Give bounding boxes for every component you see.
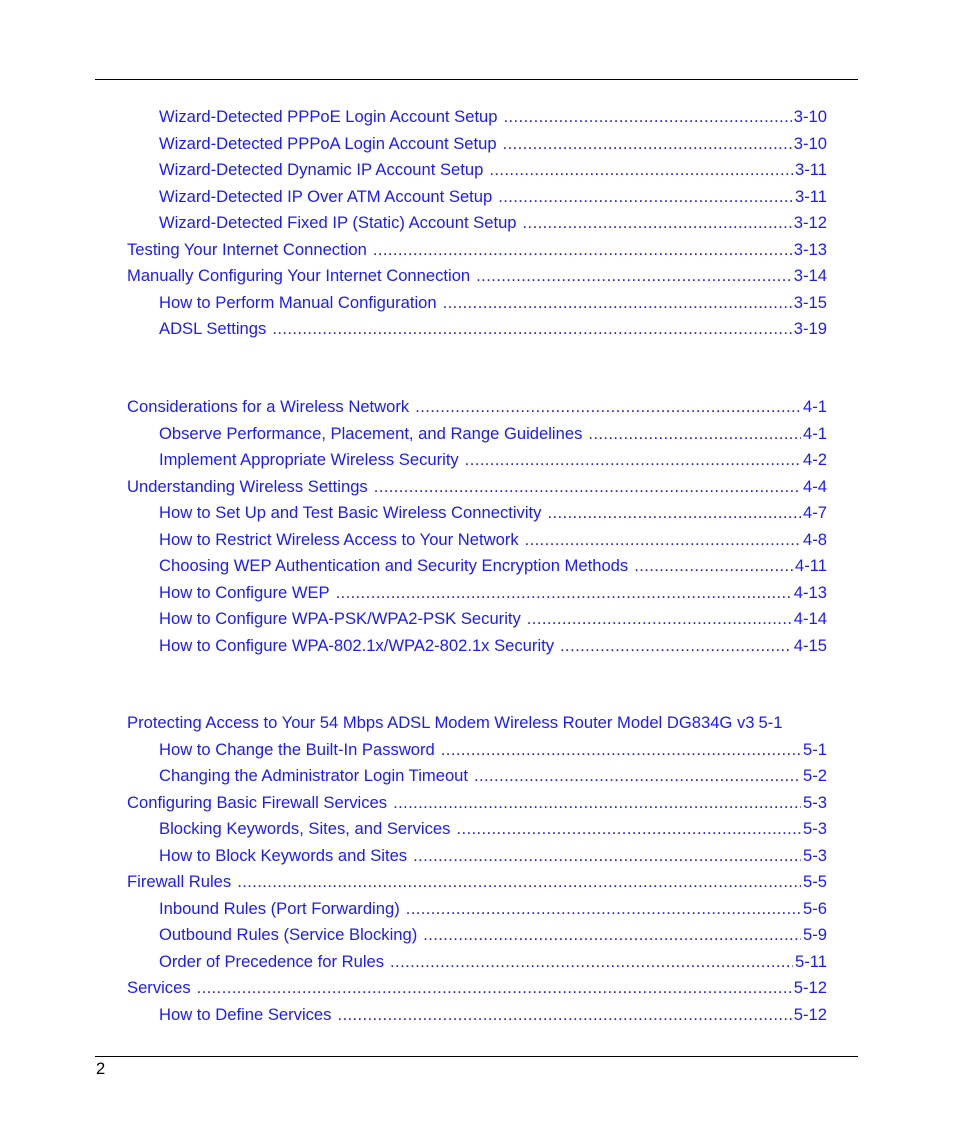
toc-entry-title: How to Perform Manual Configuration	[159, 293, 437, 312]
toc-dot-leader	[336, 582, 792, 604]
toc-entry[interactable]	[159, 635, 827, 657]
toc-dot-leader	[476, 265, 792, 287]
toc-entry-title: Blocking Keywords, Sites, and Services	[159, 819, 451, 838]
toc-dot-leader	[498, 186, 793, 208]
toc-dot-leader	[474, 765, 801, 787]
toc-entry-page: 3-12	[793, 213, 827, 232]
toc-entry-page: 5-6	[803, 899, 827, 918]
toc-entry-title: Firewall Rules	[127, 872, 232, 891]
toc-entry-title: Configuring Basic Firewall Services	[127, 793, 388, 812]
toc-dot-leader	[374, 476, 801, 498]
toc-entry[interactable]	[159, 924, 827, 946]
toc-entry-title: Protecting Access to Your 54 Mbps ADSL Modem Wireless Router Model DG834G v3	[127, 713, 755, 732]
toc-entry-title: How to Restrict Wireless Access to Your Network	[159, 530, 519, 549]
toc-entry-title: How to Change the Built-In Password	[159, 740, 435, 759]
toc-entry[interactable]	[159, 292, 827, 314]
toc-entry-title: Wizard-Detected Dynamic IP Account Setup	[159, 160, 484, 179]
toc-entry[interactable]	[159, 555, 827, 577]
toc-entry[interactable]	[159, 212, 827, 234]
toc-entry-title: How to Define Services	[159, 1005, 332, 1024]
toc-dot-leader	[588, 423, 801, 445]
toc-entry-title: Changing the Administrator Login Timeout	[159, 766, 469, 785]
toc-entry-page: 5-12	[793, 978, 827, 997]
toc-entry-title: Choosing WEP Authentication and Security Encryption Methods	[159, 556, 629, 575]
toc-entry[interactable]	[159, 529, 827, 551]
toc-entry-page: 4-8	[803, 530, 827, 549]
toc-entry[interactable]	[159, 739, 827, 761]
toc-dot-leader	[406, 898, 801, 920]
toc-entry-title: Testing Your Internet Connection	[127, 240, 367, 259]
toc-dot-leader	[415, 396, 801, 418]
toc-entry-title: Wizard-Detected PPPoA Login Account Setup	[159, 134, 497, 153]
toc-entry[interactable]	[159, 1004, 827, 1026]
toc-entry-title: How to Block Keywords and Sites	[159, 846, 408, 865]
toc-entry[interactable]	[159, 106, 827, 128]
toc-entry[interactable]	[127, 265, 827, 287]
toc-entry[interactable]	[159, 765, 827, 787]
toc-entry-title: ADSL Settings	[159, 319, 267, 338]
toc-dot-leader	[504, 106, 792, 128]
toc-entry-page: 4-13	[793, 583, 827, 602]
toc-dot-leader	[456, 818, 801, 840]
toc-entry[interactable]	[159, 951, 827, 973]
toc-entry-page: 5-9	[803, 925, 827, 944]
toc-entry-page: 3-10	[793, 107, 827, 126]
toc-entry-title: How to Set Up and Test Basic Wireless Connectivity	[159, 503, 542, 522]
toc-entry-page: 3-14	[793, 266, 827, 285]
toc-dot-leader	[237, 871, 801, 893]
toc-entry-page: 5-5	[803, 872, 827, 891]
toc-entry[interactable]	[159, 898, 827, 920]
toc-dot-leader	[634, 555, 793, 577]
toc-entry-title: Wizard-Detected Fixed IP (Static) Account Setup	[159, 213, 517, 232]
toc-dot-leader	[390, 951, 793, 973]
toc-entry-page: 5-11	[795, 952, 827, 971]
toc-dot-leader	[527, 608, 792, 630]
toc-entry[interactable]	[159, 818, 827, 840]
toc-entry-page: 5-12	[793, 1005, 827, 1024]
toc-dot-leader	[197, 977, 792, 999]
toc-dot-leader	[423, 924, 801, 946]
toc-entry-title: Observe Performance, Placement, and Range Guidelines	[159, 424, 583, 443]
toc-dot-leader	[547, 502, 801, 524]
toc-entry-page: 4-4	[803, 477, 827, 496]
toc-entry-title: Outbound Rules (Service Blocking)	[159, 925, 418, 944]
toc-entry[interactable]	[159, 133, 827, 155]
toc-entry[interactable]	[159, 608, 827, 630]
toc-entry[interactable]	[127, 396, 827, 418]
toc-dot-leader	[441, 739, 801, 761]
toc-entry-page: 5-3	[803, 846, 827, 865]
toc-entry-page: 4-1	[803, 397, 827, 416]
toc-entry[interactable]	[127, 871, 827, 893]
toc-entry[interactable]	[159, 423, 827, 445]
toc-dot-leader	[373, 239, 792, 261]
toc-dot-leader	[337, 1004, 791, 1026]
toc-entry-page: 3-15	[793, 293, 827, 312]
toc-entry-page: 5-3	[803, 819, 827, 838]
toc-dot-leader	[503, 133, 792, 155]
toc-entry-page: 3-11	[795, 187, 827, 206]
toc-entry-title: Manually Configuring Your Internet Connection	[127, 266, 471, 285]
toc-entry[interactable]	[127, 977, 827, 999]
toc-entry[interactable]	[159, 318, 827, 340]
toc-entry[interactable]	[127, 476, 827, 498]
toc-entry[interactable]	[159, 845, 827, 867]
toc-entry[interactable]	[159, 502, 827, 524]
toc-dot-leader	[393, 792, 801, 814]
toc-dot-leader	[489, 159, 793, 181]
toc-entry-title: How to Configure WPA-PSK/WPA2-PSK Security	[159, 609, 521, 628]
toc-entry-title: Order of Precedence for Rules	[159, 952, 385, 971]
toc-entry-page: 5-2	[803, 766, 827, 785]
toc-entry-title: Wizard-Detected IP Over ATM Account Setup	[159, 187, 493, 206]
toc-entry[interactable]	[159, 582, 827, 604]
toc-entry-title: Considerations for a Wireless Network	[127, 397, 410, 416]
toc-dot-leader	[465, 449, 801, 471]
toc-entry-title: Wizard-Detected PPPoE Login Account Setup	[159, 107, 498, 126]
toc-entry-page: 4-2	[803, 450, 827, 469]
toc-entry[interactable]	[127, 792, 827, 814]
toc-dot-leader	[272, 318, 791, 340]
toc-entry-page: 4-1	[803, 424, 827, 443]
toc-dot-leader	[523, 212, 792, 234]
toc-entry-page: 4-15	[793, 636, 827, 655]
toc-entry-title: Services	[127, 978, 191, 997]
page-number: 2	[96, 1059, 106, 1078]
toc-entry-title: Implement Appropriate Wireless Security	[159, 450, 459, 469]
toc-dot-leader	[413, 845, 801, 867]
toc-dot-leader	[443, 292, 792, 314]
toc-entry-page: 4-11	[795, 556, 827, 575]
toc-entry-title: How to Configure WEP	[159, 583, 330, 602]
toc-entry-page: 5-1	[758, 713, 783, 732]
toc-entry[interactable]	[127, 239, 827, 261]
toc-dot-leader	[525, 529, 801, 551]
toc-entry-title: Inbound Rules (Port Forwarding)	[159, 899, 400, 918]
toc-entry[interactable]	[159, 159, 827, 181]
footer-rule	[95, 1056, 858, 1057]
toc-entry-page: 5-3	[803, 793, 827, 812]
toc-entry-page: 4-7	[803, 503, 827, 522]
toc-entry-title: Understanding Wireless Settings	[127, 477, 368, 496]
toc-dot-leader	[560, 635, 792, 657]
toc-entry-page: 4-14	[793, 609, 827, 628]
toc-entry[interactable]	[159, 449, 827, 471]
toc-entry-page: 3-19	[793, 319, 827, 338]
toc-entry-page: 5-1	[803, 740, 827, 759]
toc-entry-page: 3-13	[793, 240, 827, 259]
toc-entry-title: How to Configure WPA-802.1x/WPA2-802.1x Security	[159, 636, 555, 655]
toc-entry[interactable]	[159, 186, 827, 208]
toc-entry-page: 3-10	[793, 134, 827, 153]
toc-entry[interactable]	[127, 712, 827, 734]
toc-entry-page: 3-11	[795, 160, 827, 179]
